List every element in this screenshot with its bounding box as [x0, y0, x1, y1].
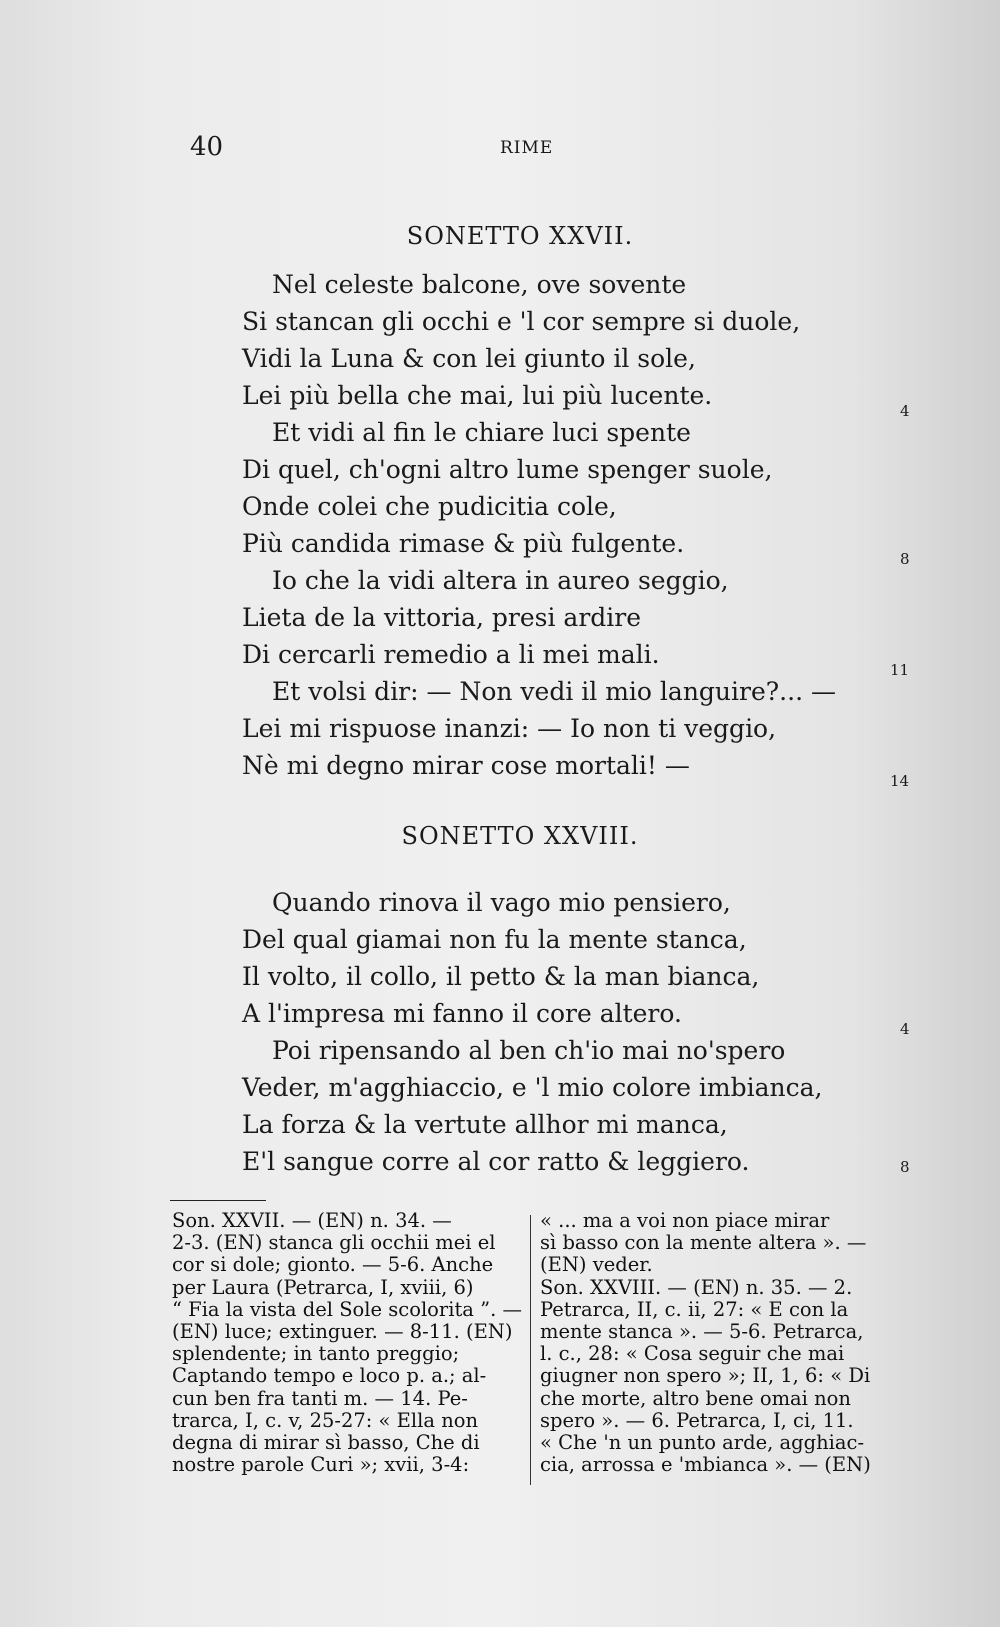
footnote-line: (EN) veder. — [540, 1253, 653, 1277]
footnote-line: l. c., 28: « Cosa seguir che mai — [540, 1342, 845, 1366]
poem-line: Et vidi al fin le chiare luci spente — [272, 418, 691, 447]
sonnet-28-title: SONETTO XXVIII. — [401, 822, 639, 850]
line-number: 8 — [900, 550, 910, 568]
footnote-line: mente stanca ». — 5-6. Petrarca, — [540, 1320, 864, 1344]
running-head: RIME — [500, 138, 554, 158]
line-number: 14 — [890, 772, 910, 790]
footnote-line: per Laura (Petrarca, I, xviii, 6) — [172, 1275, 474, 1299]
poem-line: A l'impresa mi fanno il core altero. — [242, 999, 682, 1028]
footnote-line: cia, arrossa e 'mbianca ». — (EN) — [540, 1453, 871, 1477]
footnote-line: splendente; in tanto preggio; — [172, 1342, 460, 1366]
poem-line: Si stancan gli occhi e 'l cor sempre si duole, — [242, 307, 801, 336]
line-number: 11 — [890, 661, 910, 679]
poem-line: Vidi la Luna & con lei giunto il sole, — [242, 344, 696, 373]
poem-line: Veder, m'agghiaccio, e 'l mio colore imbianca, — [242, 1073, 823, 1102]
footnote-line: cun ben fra tanti m. — 14. Pe- — [172, 1386, 468, 1410]
poem-line: Il volto, il collo, il petto & la man bianca, — [242, 962, 760, 991]
footnote-line: 2-3. (EN) stanca gli occhii mei el — [172, 1231, 496, 1255]
footnote-line: Son. XXVIII. — (EN) n. 35. — 2. — [540, 1275, 853, 1299]
poem-line: Quando rinova il vago mio pensiero, — [272, 888, 731, 917]
poem-line: La forza & la vertute allhor mi manca, — [242, 1110, 728, 1139]
poem-line: Onde colei che pudicitia cole, — [242, 492, 617, 521]
footnote-line: (EN) luce; extinguer. — 8-11. (EN) — [172, 1320, 513, 1344]
footnote-separator — [170, 1200, 266, 1201]
footnote-line: Petrarca, II, c. ii, 27: « E con la — [540, 1297, 849, 1321]
line-number: 4 — [900, 1020, 910, 1038]
footnote-line: cor si dole; gionto. — 5-6. Anche — [172, 1253, 494, 1277]
footnote-line: spero ». — 6. Petrarca, I, ci, 11. — [540, 1408, 854, 1432]
page-number: 40 — [190, 132, 224, 162]
footnote-line: “ Fia la vista del Sole scolorita ”. — — [172, 1297, 523, 1321]
footnotes-left-column — [172, 1210, 522, 1476]
poem-line: Nel celeste balcone, ove sovente — [272, 270, 687, 299]
line-number: 8 — [900, 1158, 910, 1176]
poem-line: Di cercarli remedio a li mei mali. — [242, 640, 660, 669]
poem-line: Del qual giamai non fu la mente stanca, — [242, 925, 747, 954]
sonnet-27-title: SONETTO XXVII. — [406, 222, 634, 250]
poem-line: Di quel, ch'ogni altro lume spenger suole, — [242, 455, 773, 484]
footnote-line: « Che 'n un punto arde, agghiac- — [540, 1431, 865, 1455]
poem-line: Nè mi degno mirar cose mortali! — — [242, 751, 690, 780]
footnote-line: sì basso con la mente altera ». — — [540, 1231, 867, 1255]
poem-line: Et volsi dir: — Non vedi il mio languire?... — — [272, 677, 836, 706]
page-header — [0, 132, 1000, 172]
poem-line: Lieta de la vittoria, presi ardire — [242, 603, 642, 632]
footnote-line: degna di mirar sì basso, Che di — [172, 1431, 480, 1455]
footnote-line: nostre parole Curi »; xvii, 3-4: — [172, 1453, 470, 1477]
line-number: 4 — [900, 402, 910, 420]
column-divider — [530, 1215, 531, 1485]
footnote-line: « ... ma a voi non piace mirar — [540, 1209, 830, 1232]
poem-line: Più candida rimase & più fulgente. — [242, 529, 685, 558]
poem-line: E'l sangue corre al cor ratto & leggiero. — [242, 1147, 750, 1176]
poem-line: Lei più bella che mai, lui più lucente. — [242, 381, 713, 410]
footnote-line: giugner non spero »; II, 1, 6: « Di — [540, 1364, 871, 1388]
poem-line: Io che la vidi altera in aureo seggio, — [272, 566, 729, 595]
poem-line: Poi ripensando al ben ch'io mai no'spero — [272, 1036, 786, 1065]
poem-line: Lei mi rispuose inanzi: — Io non ti veggio, — [242, 714, 777, 743]
footnote-line: Captando tempo e loco p. a.; al- — [172, 1364, 487, 1388]
footnotes-right-column — [540, 1210, 910, 1476]
footnote-line: Son. XXVII. — (EN) n. 34. — — [172, 1209, 452, 1232]
footnote-line: che morte, altro bene omai non — [540, 1386, 851, 1410]
footnote-line: trarca, I, c. v, 25-27: « Ella non — [172, 1408, 479, 1432]
